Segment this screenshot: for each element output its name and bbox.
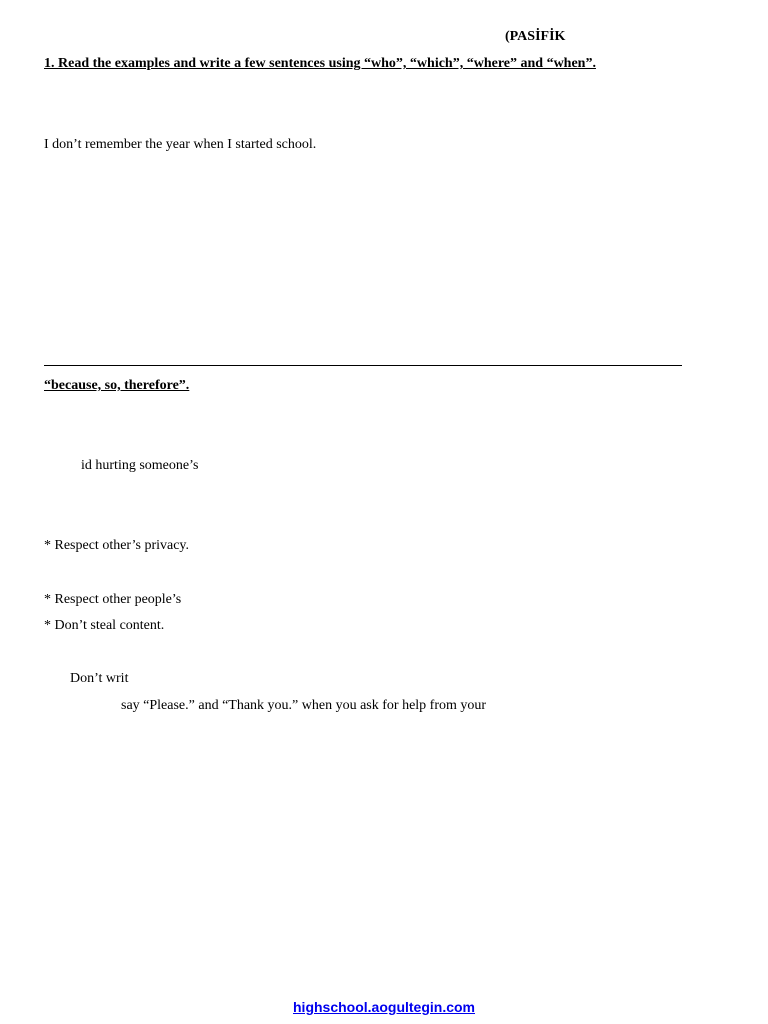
line-dont-write: Don’t writ [70,671,129,686]
header-corner-text: (PASİFİK [505,29,566,44]
list-item-respect-people: * Respect other people’s [44,592,182,607]
section2-heading: “because, so, therefore”. [44,378,190,393]
footer-website-link[interactable]: highschool.aogultegin.com [293,999,475,1015]
section2-fragment: id hurting someone’s [81,458,199,473]
section1-heading: 1. Read the examples and write a few sentences using “who”, “which”, “where” and “when”. [44,56,596,71]
line-say-please: say “Please.” and “Thank you.” when you ask for help from your [121,698,487,713]
section1-example: I don’t remember the year when I started school. [44,137,317,152]
divider-line [44,365,682,366]
list-item-privacy: * Respect other’s privacy. [44,538,190,553]
list-item-steal-content: * Don’t steal content. [44,618,165,633]
